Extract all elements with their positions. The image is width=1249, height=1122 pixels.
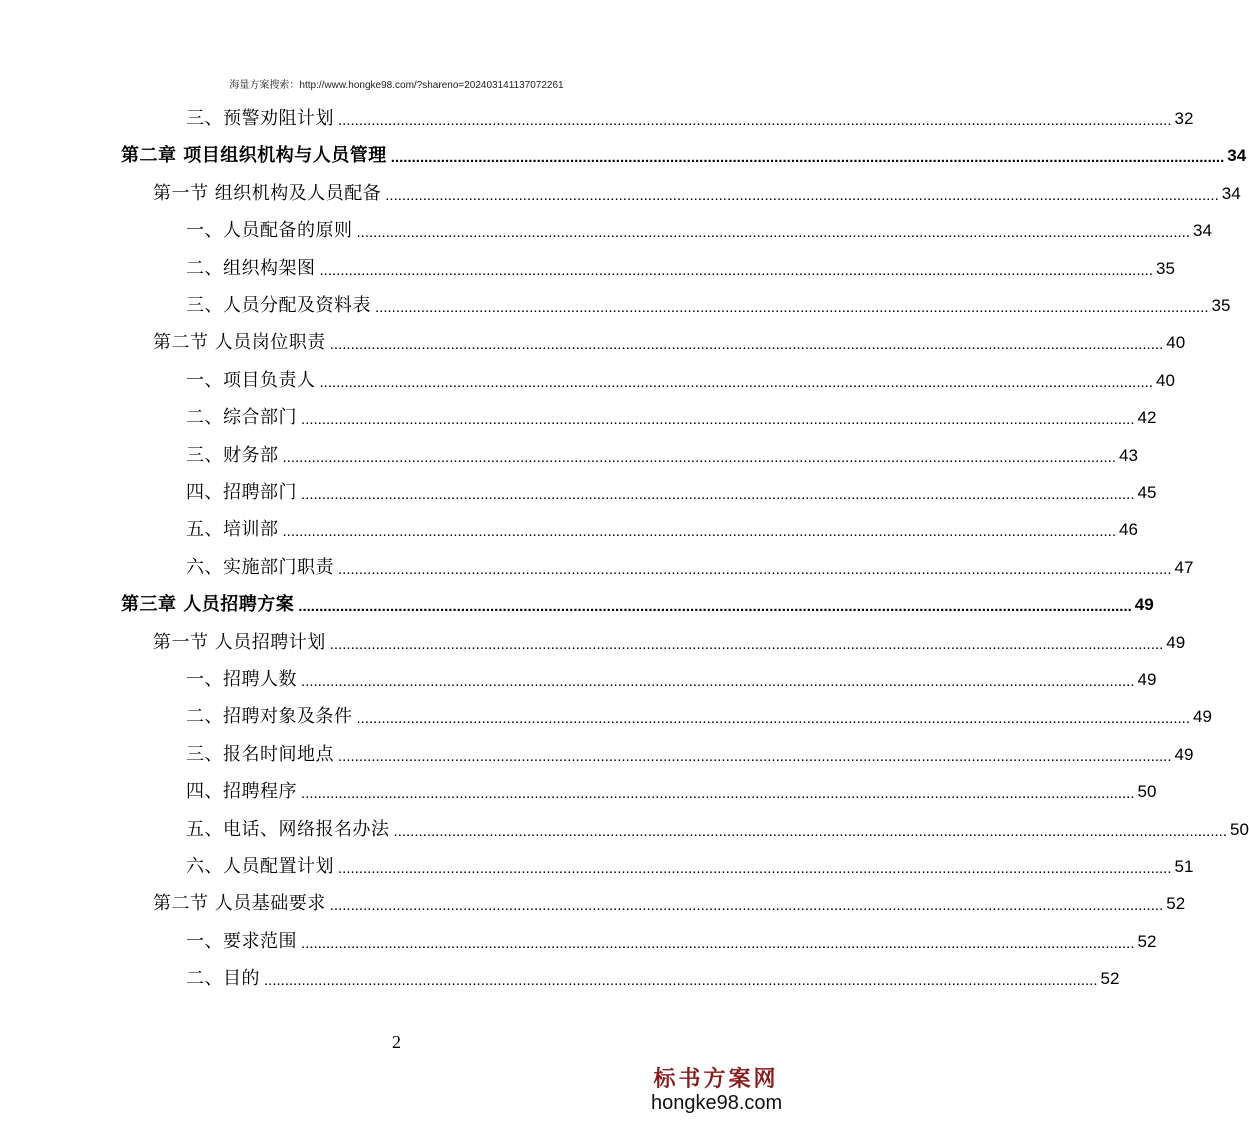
toc-entry[interactable] [186,474,1157,504]
toc-entry-title: 五、电话、网络报名办法 [186,818,390,840]
toc-entry-page: 42 [1137,408,1157,428]
toc-entry-page: 35 [1156,258,1175,278]
toc-entry-title: 第一节 人员招聘计划 [153,631,326,653]
toc-entry-page: 32 [1174,109,1194,128]
toc-entry-page: 34 [1193,221,1212,241]
toc-entry-page: 52 [1137,931,1157,951]
toc-entry-page: 49 [1137,670,1157,689]
toc-leader-dots: ........................................................................................................................................................................................................ [264,972,1098,990]
toc-entry-page: 49 [1166,632,1186,652]
toc-leader-dots: ........................................................................................................................................................................................................ [385,186,1219,204]
toc-leader-dots: ........................................................................................................................................................................................................ [282,448,1116,466]
toc-entry-title: 二、组织构架图 [186,257,316,279]
toc-entry-title: 一、项目负责人 [186,369,316,391]
toc-entry-title: 二、招聘对象及条件 [186,706,353,728]
toc-entry[interactable] [121,586,1154,616]
toc-entry-page: 34 [1221,183,1241,203]
toc-leader-dots: ........................................................................................................................................................................................................ [356,710,1190,728]
toc-entry-page: 50 [1137,782,1157,802]
toc-entry-title: 一、要求范围 [186,930,297,952]
toc-leader-dots: ........................................................................................................................................................................................................ [338,860,1172,877]
toc-entry[interactable] [121,137,1247,167]
toc-entry[interactable] [186,250,1175,280]
toc-entry-page: 47 [1174,557,1194,577]
toc-leader-dots: ........................................................................................................................................................................................................ [301,486,1135,503]
toc-entry-title: 六、实施部门职责 [186,556,334,578]
toc-entry-page: 52 [1166,894,1186,914]
toc-leader-dots: ........................................................................................................................................................................................................ [329,635,1164,653]
toc-entry-title: 三、财务部 [186,444,279,466]
toc-leader-dots: ........................................................................................................................................................................................................ [356,224,1190,242]
toc-entry-page: 40 [1166,333,1186,353]
toc-leader-dots: ........................................................................................................................................................................................................ [329,897,1164,915]
toc-entry-title: 第一节 组织机构及人员配备 [153,182,382,204]
page-number: 2 [392,1032,401,1052]
toc-entry[interactable] [186,287,1231,317]
toc-entry-title: 五、培训部 [186,519,279,541]
header-search-url: 海量方案搜索：http://www.hongke98.com/?shareno=202403141137072261 [229,80,564,91]
toc-entry-title: 第二章 项目组织机构与人员管理 [121,145,387,167]
toc-leader-dots: ........................................................................................................................................................................................................ [338,747,1172,765]
toc-leader-dots: ........................................................................................................................................................................................................ [282,523,1116,541]
toc-entry[interactable] [153,324,1186,354]
toc-entry-page: 51 [1174,857,1194,876]
toc-entry-title: 二、综合部门 [186,407,297,429]
toc-leader-dots: ........................................................................................................................................................................................................ [301,411,1135,429]
toc-leader-dots: ........................................................................................................................................................................................................ [390,149,1225,167]
toc-entry[interactable] [186,811,1249,841]
toc-entry[interactable] [186,511,1138,541]
toc-entry[interactable] [186,399,1157,429]
toc-entry[interactable] [186,100,1194,130]
watermark-logo [651,1066,781,1114]
toc-leader-dots: ........................................................................................................................................................................................................ [329,336,1164,354]
toc-leader-dots: ........................................................................................................................................................................................................ [375,299,1209,316]
toc-entry-title: 一、招聘人数 [186,669,297,690]
toc-entry[interactable] [186,661,1157,691]
toc-entry-title: 第二节 人员基础要求 [153,893,326,915]
toc-entry[interactable] [153,175,1241,205]
toc-entry-title: 二、目的 [186,968,260,990]
toc-entry[interactable] [153,885,1186,915]
toc-entry[interactable] [186,736,1194,766]
toc-entry-page: 49 [1193,707,1212,727]
toc-leader-dots: ........................................................................................................................................................................................................ [301,934,1135,952]
toc-entry-title: 三、预警劝阻计划 [186,108,334,129]
toc-entry-page: 34 [1227,146,1247,166]
toc-entry[interactable] [186,848,1194,878]
toc-entry[interactable] [186,698,1212,728]
toc-leader-dots: ........................................................................................................................................................................................................ [338,112,1172,129]
toc-entry-page: 45 [1137,483,1157,502]
watermark-en-text: hongke98.com [651,1092,783,1114]
toc-entry[interactable] [186,923,1157,953]
toc-entry-title: 第二节 人员岗位职责 [153,332,326,354]
toc-entry[interactable] [153,624,1186,654]
toc-entry-page: 52 [1100,969,1120,989]
toc-leader-dots: ........................................................................................................................................................................................................ [301,785,1135,803]
toc-entry-page: 35 [1211,296,1231,315]
toc-entry-title: 第三章 人员招聘方案 [121,594,295,616]
toc-entry[interactable] [186,773,1157,803]
toc-entry-page: 43 [1119,445,1138,465]
toc-leader-dots: ........................................................................................................................................................................................................ [393,822,1227,840]
toc-entry[interactable] [186,960,1120,990]
toc-entry-page: 40 [1156,370,1175,390]
toc-leader-dots: ........................................................................................................................................................................................................ [319,373,1153,391]
toc-entry[interactable] [186,362,1175,392]
toc-entry-page: 49 [1134,595,1154,615]
toc-entry-title: 一、人员配备的原则 [186,220,353,242]
toc-entry[interactable] [186,212,1212,242]
toc-leader-dots: ........................................................................................................................................................................................................ [298,598,1132,616]
toc-entry-title: 六、人员配置计划 [186,856,334,877]
toc-entry[interactable] [186,549,1194,579]
toc-entry-page: 46 [1119,520,1138,540]
toc-entry-page: 50 [1230,819,1249,839]
toc-entry[interactable] [186,437,1138,467]
toc-entry-title: 四、招聘部门 [186,482,297,503]
toc-entry-title: 三、人员分配及资料表 [186,295,371,316]
toc-entry-page: 49 [1174,744,1194,764]
toc-entry-title: 三、报名时间地点 [186,743,334,765]
toc-entry-title: 四、招聘程序 [186,781,297,803]
toc-leader-dots: ........................................................................................................................................................................................................ [301,673,1135,690]
toc-leader-dots: ........................................................................................................................................................................................................ [319,261,1153,279]
watermark-cn-text: 标书方案网 [653,1066,779,1092]
toc-leader-dots: ........................................................................................................................................................................................................ [338,560,1172,578]
